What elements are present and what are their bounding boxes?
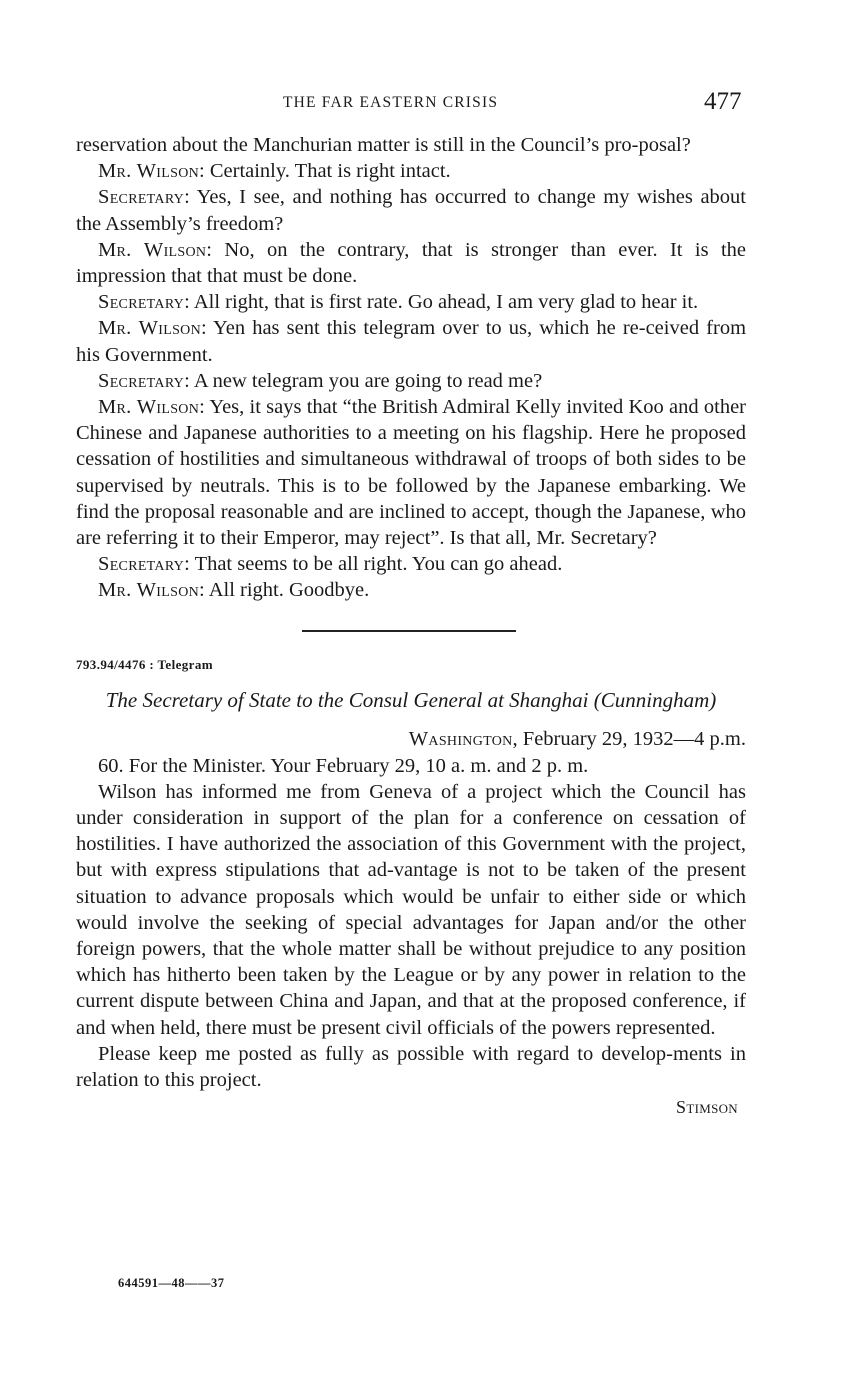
running-title: THE FAR EASTERN CRISIS xyxy=(283,94,499,111)
dialogue-paragraph: Secretary: A new telegram you are going to read me? xyxy=(98,369,543,392)
dateline-date: February 29, 1932—4 p.m. xyxy=(522,727,746,750)
dialogue-paragraph xyxy=(76,132,746,158)
page-body xyxy=(76,132,746,1118)
document-title: The Secretary of State to the Consul General at Shanghai (Cunningham) xyxy=(105,687,717,712)
dialogue-paragraph: Secretary: All right, that is first rate. Go ahead, I am very glad to hear it. xyxy=(98,291,699,314)
speaker-name: Secretary xyxy=(98,291,185,314)
speaker-name: Mr. Wilson xyxy=(98,160,200,183)
dialogue-text: A new telegram you are going to read me? xyxy=(193,369,543,392)
dialogue-paragraph: Mr. Wilson: Yes, it says that “the British Admiral Kelly invited Koo and other Chinese and Japanese authorities to a meeting on his flagship. Here he proposed cessation of hostilities and simultaneous withdrawal of troops of both sides to be supervised by neutrals. This is to be followed by the Japanese embarking. We find the proposal reasonable and are inclined to accept, though the Japanese, who are referring it to their Emperor, may reject”. Is that all, Mr. Secretary? xyxy=(76,396,747,550)
dialogue-paragraph: Secretary: That seems to be all right. You can go ahead. xyxy=(98,553,563,576)
speaker-name: Mr. Wilson xyxy=(98,396,200,419)
speaker-name: Mr. Wilson xyxy=(98,238,207,261)
dialogue-text: Yen has sent this telegram over to us, which he re-ceived from his Government. xyxy=(76,317,747,366)
page-number: 477 xyxy=(704,88,742,115)
telegram-paragraph: Wilson has informed me from Geneva of a project which the Council has under consideration in support of the plan for a conference on cessation of hostilities. I have authorized the association of this Government with the project, but with express stipulations that ad-vantage is not to be taken of the present situation to advance proposals which would be unfair to either side or which would involve the seeking of special advantages for Japan and/or the other foreign powers, that the whole matter shall be without prejudice to any position which has hitherto been taken by the League or by any power in relation to the current dispute between China and Japan, and that at the proposed conference, if and when held, there must be present civil officials of the powers represented. xyxy=(76,780,746,1039)
dialogue-paragraph: Mr. Wilson: Yen has sent this telegram over to us, which he re-ceived from his Government. xyxy=(76,317,747,366)
dialogue-text: That seems to be all right. You can go ahead. xyxy=(194,553,563,576)
speaker-name: Secretary xyxy=(98,186,185,209)
dateline: Washington, February 29, 1932—4 p.m. xyxy=(408,727,746,750)
dialogue-paragraph: Mr. Wilson: No, on the contrary, that is stronger than ever. It is the impression that that must be done. xyxy=(76,238,747,288)
dateline-place: Washington xyxy=(408,727,513,750)
dialogue-paragraph: Mr. Wilson: All right. Goodbye. xyxy=(98,579,370,602)
speaker-name: Mr. Wilson xyxy=(98,317,201,340)
dialogue-text: Yes, it says that “the British Admiral Kelly invited Koo and other Chinese and Japanese authorities to a meeting on his flagship. Here he proposed cessation of hostilities and simultaneous withdrawal of troops of both sides to be supervised by neutrals. This is to be followed by the Japanese embarking. We find the proposal reasonable and are inclined to accept, though the Japanese, who are referring it to their Emperor, may reject”. Is that all, Mr. Secretary? xyxy=(76,396,747,550)
dialogue-text: All right. Goodbye. xyxy=(208,579,370,602)
dialogue-text: No, on the contrary, that is stronger than ever. It is the impression that that must be done. xyxy=(76,238,747,288)
speaker-name: Secretary xyxy=(98,369,185,392)
file-reference: 793.94/4476 : Telegram xyxy=(76,656,213,672)
signature: Stimson xyxy=(676,1097,738,1118)
telegram-paragraph: Please keep me posted as fully as possible with regard to develop-ments in relation to this project. xyxy=(76,1042,746,1092)
dialogue-text: All right, that is first rate. Go ahead, I am very glad to hear it. xyxy=(193,291,699,314)
page-header xyxy=(0,88,860,122)
dialogue-text: reservation about the Manchurian matter is still in the Council’s pro-posal? xyxy=(76,134,691,156)
section-divider xyxy=(302,630,516,632)
dialogue-text: Yes, I see, and nothing has occurred to change my wishes about the Assembly’s freedom? xyxy=(76,186,746,235)
speaker-name: Mr. Wilson xyxy=(98,579,200,602)
printer-code: 644591—48——37 xyxy=(118,1276,225,1290)
speaker-name: Secretary xyxy=(98,553,185,576)
dialogue-text: Certainly. That is right intact. xyxy=(209,160,451,183)
dialogue-paragraph: Secretary: Yes, I see, and nothing has occurred to change my wishes about the Assembly’s freedom? xyxy=(76,186,746,235)
dialogue-paragraph: Mr. Wilson: Certainly. That is right intact. xyxy=(98,160,451,183)
telegram-paragraph: 60. For the Minister. Your February 29, 10 a. m. and 2 p. m. xyxy=(98,754,589,777)
